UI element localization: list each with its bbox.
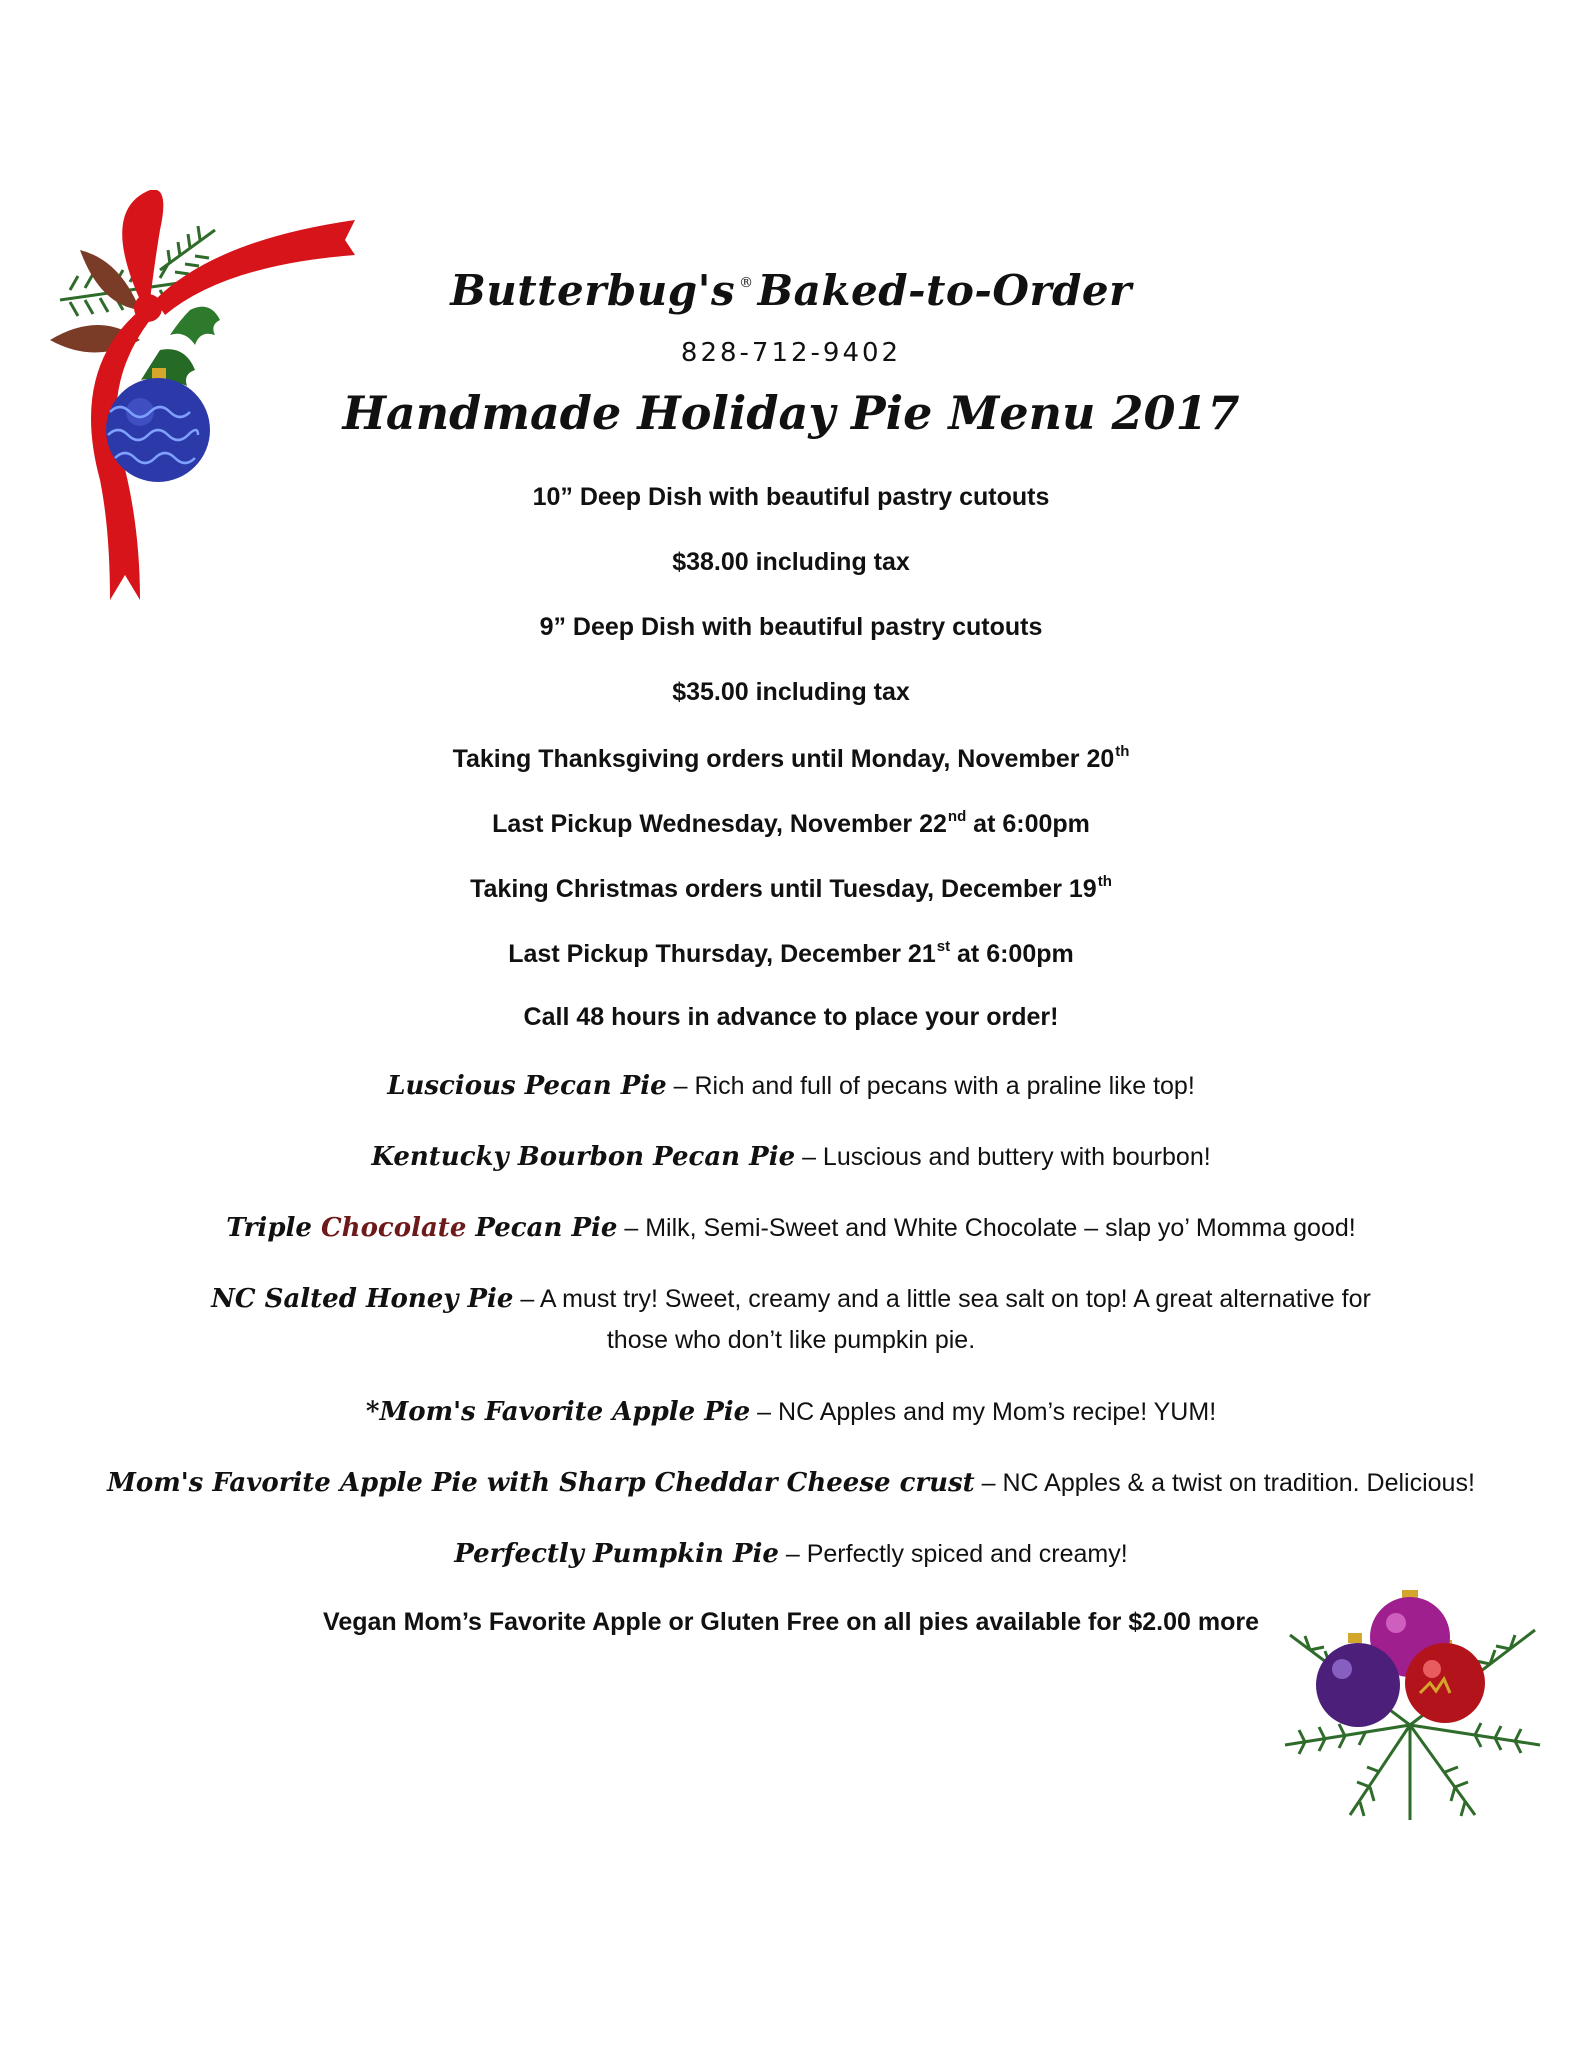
pie-description: – Perfectly spiced and creamy! — [778, 1540, 1128, 1568]
brand-title — [0, 266, 1582, 315]
pie-name: NC Salted Honey Pie — [211, 1284, 514, 1314]
phone-number: 828-712-9402 — [680, 338, 902, 368]
ornament-cluster-icon — [1270, 1575, 1550, 1825]
pie-item-salted-honey — [150, 1279, 1432, 1361]
advance-notice: Call 48 hours in advance to place your order! — [523, 1003, 1059, 1031]
ordinal-suffix: th — [1097, 873, 1112, 890]
pie-name: Perfectly Pumpkin Pie — [454, 1539, 779, 1569]
vegan-gluten-free-note: Vegan Mom’s Favorite Apple or Gluten Free on all pies available for $2.00 more — [323, 1608, 1259, 1636]
nine-inch-line: 9” Deep Dish with beautiful pastry cutouts — [539, 613, 1043, 641]
thanksgiving-order-text: Taking Thanksgiving orders until Monday, November 20 — [452, 745, 1115, 773]
pie-name: Mom's Favorite Apple Pie with Sharp Cheddar Cheese crust — [107, 1468, 975, 1498]
registered-mark: ® — [739, 275, 754, 291]
thanksgiving-pickup-time: at 6:00pm — [966, 810, 1090, 838]
ordinal-suffix: th — [1115, 743, 1130, 760]
pie-item-apple — [150, 1392, 1432, 1433]
pie-item-bourbon-pecan — [150, 1137, 1432, 1178]
pie-name-part: Triple — [226, 1213, 321, 1243]
pie-description: – NC Apples & a twist on tradition. Delicious! — [974, 1469, 1475, 1497]
pie-item-pecan — [150, 1066, 1432, 1107]
pie-item-apple-cheddar — [60, 1463, 1522, 1504]
christmas-pickup — [0, 938, 1582, 969]
christmas-pickup-text: Last Pickup Thursday, December 21 — [508, 940, 936, 968]
ordinal-suffix: nd — [947, 808, 967, 825]
pie-name-chocolate: Chocolate — [320, 1213, 467, 1243]
pie-name — [226, 1213, 617, 1243]
ten-inch-price: $38.00 including tax — [672, 548, 910, 576]
christmas-pickup-time: at 6:00pm — [950, 940, 1074, 968]
pie-name: Kentucky Bourbon Pecan Pie — [371, 1142, 796, 1172]
brand-suffix: Baked-to-Order — [757, 266, 1132, 315]
pie-name-part: Pecan Pie — [466, 1213, 618, 1243]
pie-description: – Milk, Semi-Sweet and White Chocolate – slap yo’ Momma good! — [617, 1214, 1356, 1242]
pie-description: – NC Apples and my Mom’s recipe! YUM! — [750, 1398, 1217, 1426]
page-title: Handmade Holiday Pie Menu 2017 — [342, 386, 1240, 440]
pie-name: Luscious Pecan Pie — [387, 1071, 667, 1101]
thanksgiving-pickup — [0, 808, 1582, 839]
pie-description: – Rich and full of pecans with a praline like top! — [666, 1072, 1195, 1100]
pie-item-pumpkin — [150, 1534, 1432, 1575]
pie-description: – Luscious and buttery with bourbon! — [795, 1143, 1211, 1171]
pie-item-triple-chocolate — [150, 1208, 1432, 1249]
thanksgiving-pickup-text: Last Pickup Wednesday, November 22 — [492, 810, 947, 838]
pie-name: *Mom's Favorite Apple Pie — [365, 1397, 751, 1427]
christmas-order-text: Taking Christmas orders until Tuesday, December 19 — [470, 875, 1097, 903]
ordinal-suffix: st — [936, 938, 951, 955]
pie-description-continued: those who don’t like pumpkin pie. — [606, 1326, 976, 1354]
brand-name: Butterbug's — [450, 266, 736, 315]
ten-inch-line: 10” Deep Dish with beautiful pastry cutouts — [532, 483, 1050, 511]
nine-inch-price: $35.00 including tax — [672, 678, 910, 706]
christmas-order-deadline — [0, 873, 1582, 904]
thanksgiving-order-deadline — [0, 743, 1582, 774]
pie-description: – A must try! Sweet, creamy and a little sea salt on top! A great alternative for — [513, 1285, 1371, 1313]
